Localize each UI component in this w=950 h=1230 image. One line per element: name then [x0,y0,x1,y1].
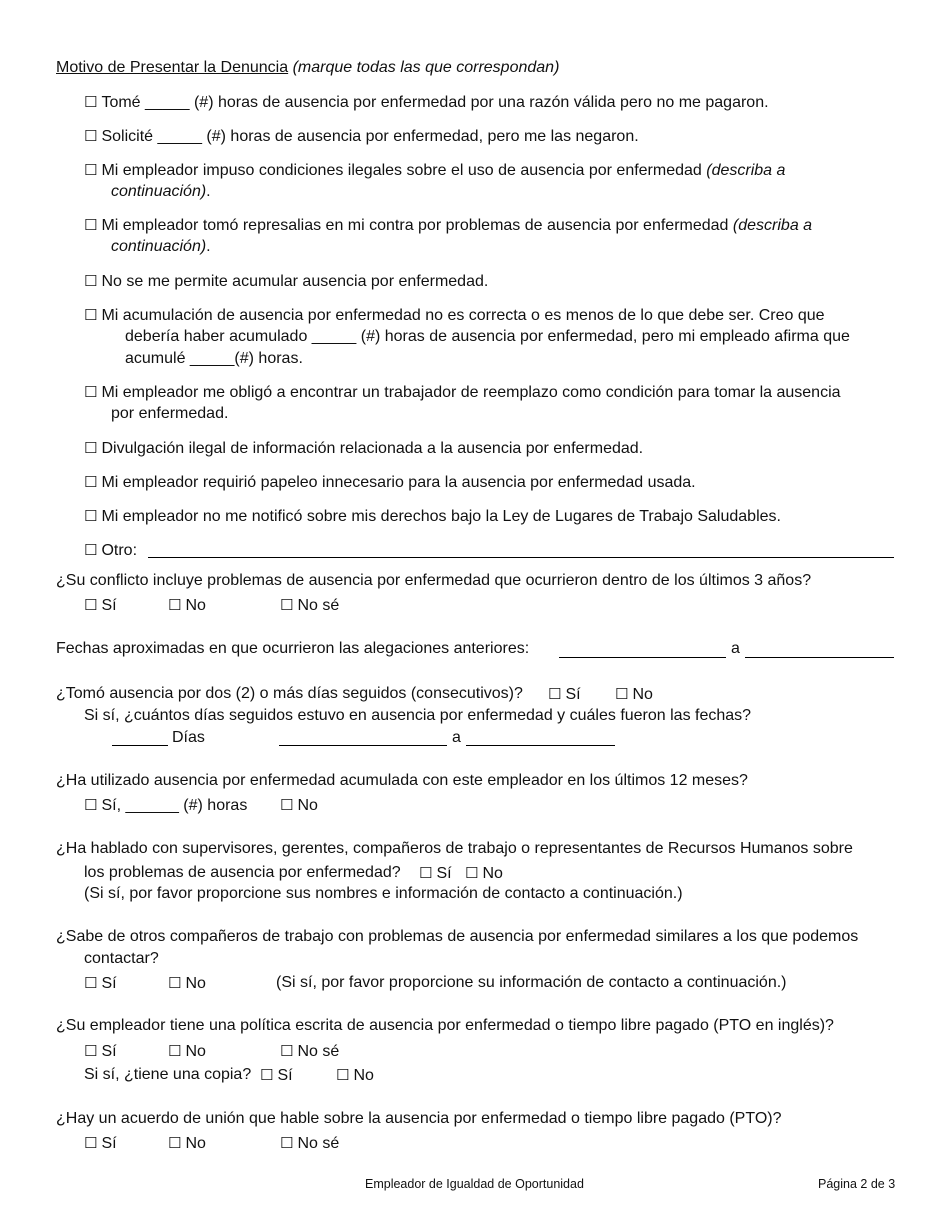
option-label: Sí [436,865,452,882]
q5-no-option[interactable] [168,973,206,994]
option-label: Sí [101,597,117,614]
option-label: No [185,1043,206,1060]
reason-retaliation[interactable] [84,215,812,236]
checkbox-icon[interactable]: ☐ [84,439,98,457]
checkbox-icon[interactable]: ☐ [280,1042,294,1060]
checkbox-icon[interactable]: ☐ [84,272,98,290]
checkbox-icon[interactable]: ☐ [548,685,562,703]
checkbox-icon[interactable]: ☐ [84,93,98,111]
reason-label: Mi empleador no me notificó sobre mis derechos bajo la Ley de Lugares de Trabajo Saludables. [101,508,781,525]
checkbox-icon[interactable]: ☐ [280,796,294,814]
reason-no-notification[interactable] [84,506,781,527]
checkbox-icon[interactable]: ☐ [419,864,433,882]
checkbox-icon[interactable]: ☐ [280,596,294,614]
q7-unknown-option[interactable] [280,1133,339,1154]
dates-label: Fechas aproximadas en que ocurrieron las alegaciones anteriores: [56,640,530,657]
checkbox-icon[interactable]: ☐ [84,541,98,559]
days-from-input-line[interactable] [279,745,447,746]
reason-note: continuación) [111,238,207,255]
option-label: No [297,797,318,814]
option-label: No [632,686,653,703]
days-count-input-line[interactable] [112,745,168,746]
days-separator: a [452,729,461,746]
q2-no-option[interactable] [615,684,653,705]
checkbox-icon[interactable]: ☐ [84,306,98,324]
checkbox-icon[interactable]: ☐ [168,974,182,992]
checkbox-icon[interactable]: ☐ [84,216,98,234]
reason-incorrect-accrual[interactable] [84,305,825,326]
option-label: No sé [297,1135,340,1152]
reason-label: Mi empleador impuso condiciones ilegales sobre el uso de ausencia por enfermedad [101,162,702,179]
reason-retaliation-cont [111,237,211,257]
checkbox-icon[interactable]: ☐ [84,1134,98,1152]
reason-label: Divulgación ilegal de información relacionada a la ausencia por enfermedad. [101,440,644,457]
section-heading [56,58,559,78]
period: . [206,183,211,200]
reason-label: Mi empleador me obligó a encontrar un trabajador de reemplazo como condición para tomar la ausencia [101,384,841,401]
q5-yes-option[interactable] [84,973,117,994]
reason-note: (describa a [732,217,813,234]
question-talked-to-staff: ¿Ha hablado con supervisores, gerentes, compañeros de trabajo o representantes de Recursos Humanos sobre [56,840,853,857]
option-label: No [185,975,206,992]
q6-yes-option[interactable] [84,1041,117,1062]
option-label: Sí [565,686,581,703]
q4-note: (Si sí, por favor proporcione sus nombres e información de contacto a continuación.) [84,885,683,902]
q6-copy-no-option[interactable] [336,1065,374,1086]
option-label: Sí, ______ (#) horas [101,797,248,814]
question-union-agreement: ¿Hay un acuerdo de unión que hable sobre la ausencia por enfermedad o tiempo libre pagado (PTO)? [56,1110,782,1127]
checkbox-icon[interactable]: ☐ [280,1134,294,1152]
checkbox-icon[interactable]: ☐ [168,596,182,614]
reason-label: Mi acumulación de ausencia por enfermedad no es correcta o es menos de lo que debe ser. Creo que [101,307,825,324]
q6-copy-yes-option[interactable] [260,1065,293,1086]
reason-note: (describa a [706,162,786,179]
q4-no-option[interactable] [465,863,503,884]
reason-other[interactable] [84,540,137,561]
other-input-line[interactable] [148,557,894,558]
reason-unnecessary-paperwork[interactable] [84,472,696,493]
question-other-coworkers: ¿Sabe de otros compañeros de trabajo con problemas de ausencia por enfermedad similares a los que podemos [56,928,859,945]
q4-yes-option[interactable] [419,863,452,884]
reason-incorrect-accrual-line3: acumulé _____(#) horas. [125,350,303,367]
checkbox-icon[interactable]: ☐ [84,974,98,992]
reason-no-accrual[interactable] [84,271,488,292]
checkbox-icon[interactable]: ☐ [260,1066,274,1084]
question-talked-to-staff-line2: los problemas de ausencia por enfermedad? [84,864,401,881]
option-label: No [482,865,503,882]
checkbox-icon[interactable]: ☐ [84,473,98,491]
dates-separator: a [731,640,740,657]
q6-no-option[interactable] [168,1041,206,1062]
option-label: No sé [297,597,340,614]
q1-unknown-option[interactable] [280,595,339,616]
checkbox-icon[interactable]: ☐ [168,1042,182,1060]
reason-label: No se me permite acumular ausencia por enfermedad. [101,273,489,290]
days-label: Días [172,729,205,746]
reason-label: Mi empleador requirió papeleo innecesario para la ausencia por enfermedad usada. [101,474,696,491]
reason-incorrect-accrual-line2: debería haber acumulado _____ (#) horas de ausencia por enfermedad, pero mi empleado afirma que [125,328,850,345]
reason-illegal-conditions-cont [111,182,211,202]
checkbox-icon[interactable]: ☐ [336,1066,350,1084]
reason-replacement-worker-line2: por enfermedad. [111,405,229,422]
section-note: (marque todas las que correspondan) [292,59,560,76]
footer-page-number: Página 2 de 3 [818,1177,896,1191]
reason-illegal-conditions[interactable] [84,160,785,181]
question-used-accrued: ¿Ha utilizado ausencia por enfermedad acumulada con este empleador en los últimos 12 meses? [56,772,748,789]
checkbox-icon[interactable]: ☐ [84,127,98,145]
q2-yes-option[interactable] [548,684,581,705]
q6-unknown-option[interactable] [280,1041,339,1062]
question-consecutive-days: ¿Tomó ausencia por dos (2) o más días seguidos (consecutivos)? [56,685,523,702]
question-written-policy: ¿Su empleador tiene una política escrita de ausencia por enfermedad o tiempo libre pagado (PTO en inglés)? [56,1017,834,1034]
option-label: No [185,1135,206,1152]
checkbox-icon[interactable]: ☐ [84,1042,98,1060]
checkbox-icon[interactable]: ☐ [84,507,98,525]
checkbox-icon[interactable]: ☐ [84,596,98,614]
reason-denied-hours[interactable] [84,126,639,147]
date-from-input-line[interactable] [559,657,726,658]
checkbox-icon[interactable]: ☐ [615,685,629,703]
section-title: Motivo de Presentar la Denuncia [56,59,289,76]
q6-follow-up: Si sí, ¿tiene una copia? [84,1066,252,1083]
checkbox-icon[interactable]: ☐ [84,796,98,814]
q7-yes-option[interactable] [84,1133,117,1154]
option-label: Sí [101,1135,117,1152]
reason-note: continuación) [111,183,207,200]
q5-note: (Si sí, por favor proporcione su información de contacto a continuación.) [276,974,787,991]
reason-label: Tomé _____ (#) horas de ausencia por enfermedad por una razón válida pero no me pagaron. [101,94,769,111]
option-label: Sí [101,975,117,992]
reason-label: Otro: [101,542,138,559]
reason-label: Mi empleador tomó represalias en mi contra por problemas de ausencia por enfermedad [101,217,729,234]
days-to-input-line[interactable] [466,745,615,746]
option-label: No sé [297,1043,340,1060]
checkbox-icon[interactable]: ☐ [84,161,98,179]
option-label: Sí [277,1067,293,1084]
footer-employer: Empleador de Igualdad de Oportunidad [365,1177,584,1191]
checkbox-icon[interactable]: ☐ [168,1134,182,1152]
q1-yes-option[interactable] [84,595,117,616]
checkbox-icon[interactable]: ☐ [465,864,479,882]
date-to-input-line[interactable] [745,657,894,658]
option-label: No [353,1067,374,1084]
question-other-coworkers-line2: contactar? [84,950,159,967]
q1-no-option[interactable] [168,595,206,616]
question-last-3-years: ¿Su conflicto incluye problemas de ausencia por enfermedad que ocurrieron dentro de los últimos 3 años? [56,572,812,589]
q7-no-option[interactable] [168,1133,206,1154]
reason-replacement-worker[interactable] [84,382,841,403]
checkbox-icon[interactable]: ☐ [84,383,98,401]
option-label: Sí [101,1043,117,1060]
q2-follow-up: Si sí, ¿cuántos días seguidos estuvo en ausencia por enfermedad y cuáles fueron las fechas? [84,707,752,724]
reason-illegal-disclosure[interactable] [84,438,643,459]
period: . [206,238,211,255]
reason-label: Solicité _____ (#) horas de ausencia por enfermedad, pero me las negaron. [101,128,639,145]
q3-yes-option[interactable] [84,795,247,816]
reason-unpaid-hours[interactable] [84,92,769,113]
option-label: No [185,597,206,614]
q3-no-option[interactable] [280,795,318,816]
